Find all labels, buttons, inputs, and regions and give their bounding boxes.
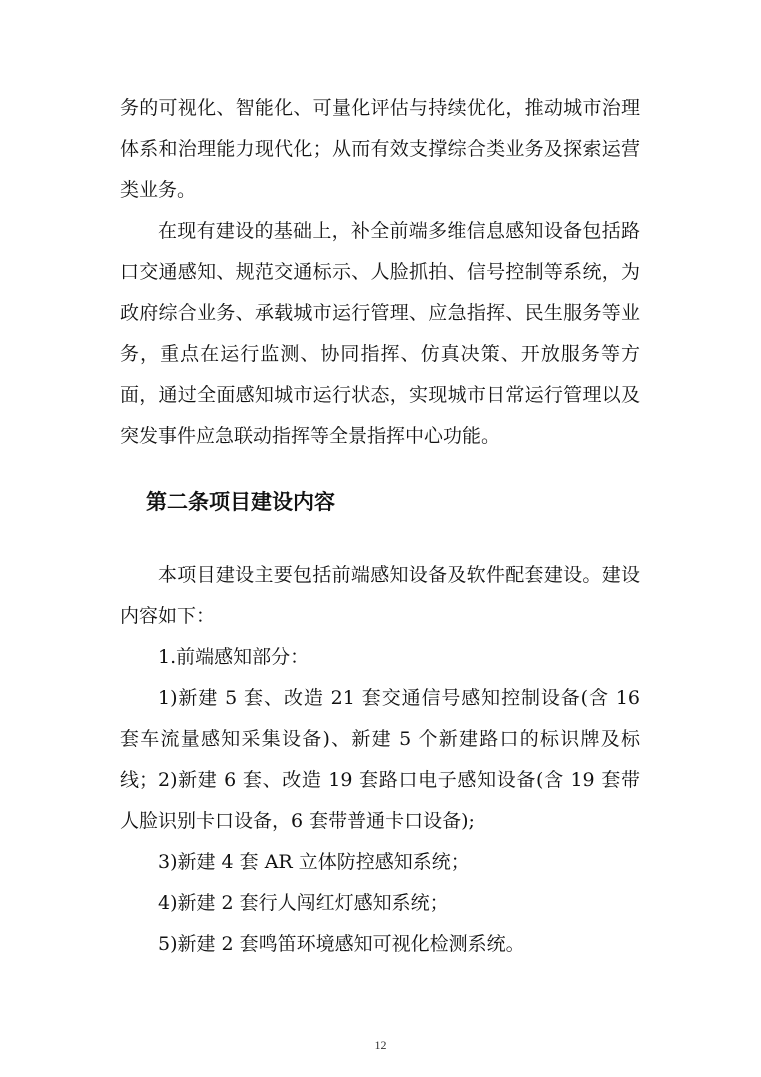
list-item: 3)新建 4 套 AR 立体防控感知系统； bbox=[158, 851, 470, 873]
page-number: 12 bbox=[374, 1038, 387, 1052]
list-item: 1)新建 5 套、改造 21 套交通信号感知控制设备(含 16 套车流量感知采集设备)、新建 5 个新建路口的标识牌及标线； bbox=[120, 687, 640, 791]
list-item: 4)新建 2 套行人闯红灯感知系统； bbox=[158, 892, 449, 914]
subsection-title: 1.前端感知部分： bbox=[158, 646, 310, 668]
list-item: 2)新建 6 套、改造 19 套路口电子感知设备(含 19 套带人脸识别卡口设备，6 套带普通卡口设备); bbox=[120, 769, 640, 832]
section-heading: 第二条项目建设内容 bbox=[146, 489, 335, 514]
list-item: 5)新建 2 套鸣笛环境感知可视化检测系统。 bbox=[158, 933, 525, 955]
body-paragraph: 在现有建设的基础上，补全前端多维信息感知设备包括路口交通感知、规范交通标示、人脸抓拍、信号控制等系统，为政府综合业务、承载城市运行管理、应急指挥、民生服务等业务，重点在运行监测、协同指挥、仿真决策、开放服务等方面，通过全面感知城市运行状态，实现城市日常运行管理以及突发事件应急联动指挥等全景指挥中心功能。 bbox=[120, 220, 640, 447]
body-paragraph-continuation: 务的可视化、智能化、可量化评估与持续优化，推动城市治理体系和治理能力现代化；从而有效支撑综合类业务及探索运营类业务。 bbox=[120, 97, 640, 201]
intro-paragraph: 本项目建设主要包括前端感知设备及软件配套建设。建设内容如下： bbox=[120, 564, 640, 627]
